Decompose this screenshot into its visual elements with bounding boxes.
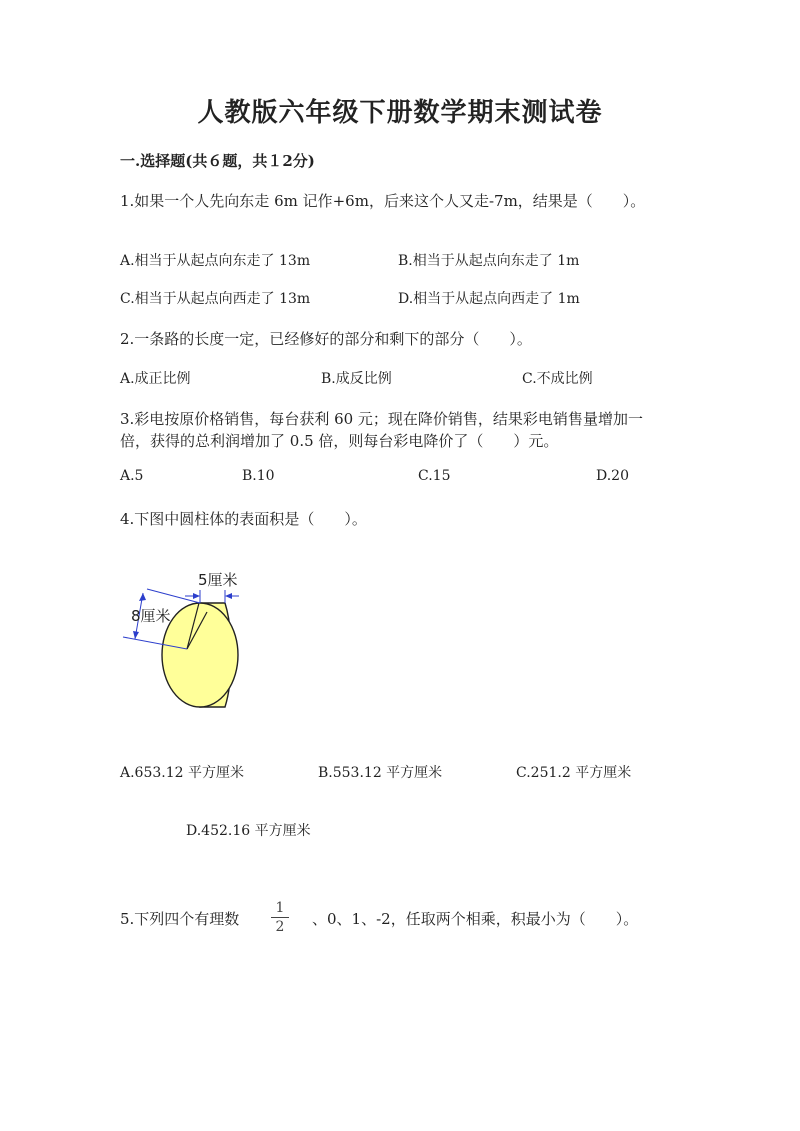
question-3-option-c[interactable]: C.15 <box>418 468 451 484</box>
question-4-option-b[interactable]: B.553.12 平方厘米 <box>318 765 443 781</box>
height-label: 5厘米 <box>198 571 238 589</box>
question-5-text-before: 5.下列四个有理数 <box>120 910 240 928</box>
section-heading: 一.选择题(共６题，共１2分) <box>120 152 315 170</box>
question-1: 1.如果一个人先向东走 6m 记作+6m，后来这个人又走-7m，结果是（ ）。 <box>120 192 646 210</box>
question-3-line-1: 3.彩电按原价格销售，每台获利 60 元；现在降价销售，结果彩电销售量增加一 <box>120 410 643 428</box>
question-3-line-2: 倍，获得的总利润增加了 0.5 倍，则每台彩电降价了（ ）元。 <box>120 432 559 450</box>
question-2: 2.一条路的长度一定，已经修好的部分和剩下的部分（ ）。 <box>120 330 532 348</box>
cylinder-figure <box>115 565 255 715</box>
question-4-option-d[interactable]: D.452.16 平方厘米 <box>186 823 311 839</box>
page-title: 人教版六年级下册数学期末测试卷 <box>197 98 603 128</box>
question-1-option-a[interactable]: A.相当于从起点向东走了 13m <box>120 253 311 269</box>
question-1-option-c[interactable]: C.相当于从起点向西走了 13m <box>120 291 311 307</box>
fraction-numerator: 1 <box>275 900 285 916</box>
question-2-option-b[interactable]: B.成反比例 <box>321 371 392 387</box>
question-5-text-after: 、0、1、-2，任取两个相乘，积最小为（ ）。 <box>312 910 639 928</box>
question-2-option-a[interactable]: A.成正比例 <box>120 371 191 387</box>
question-1-option-d[interactable]: D.相当于从起点向西走了 1m <box>398 291 580 307</box>
fraction-denominator: 2 <box>275 919 285 935</box>
question-3-option-b[interactable]: B.10 <box>242 468 275 484</box>
question-4-option-c[interactable]: C.251.2 平方厘米 <box>516 765 632 781</box>
cylinder-front-face <box>162 603 238 707</box>
question-3-option-a[interactable]: A.5 <box>120 468 144 484</box>
question-2-option-c[interactable]: C.不成比例 <box>522 371 593 387</box>
fraction-one-half <box>271 900 289 935</box>
radius-label: 8厘米 <box>131 607 171 625</box>
question-1-option-b[interactable]: B.相当于从起点向东走了 1m <box>398 253 580 269</box>
fraction-bar <box>271 917 289 918</box>
question-3-option-d[interactable]: D.20 <box>596 468 629 484</box>
question-4: 4.下图中圆柱体的表面积是（ ）。 <box>120 510 367 528</box>
question-4-option-a[interactable]: A.653.12 平方厘米 <box>120 765 244 781</box>
